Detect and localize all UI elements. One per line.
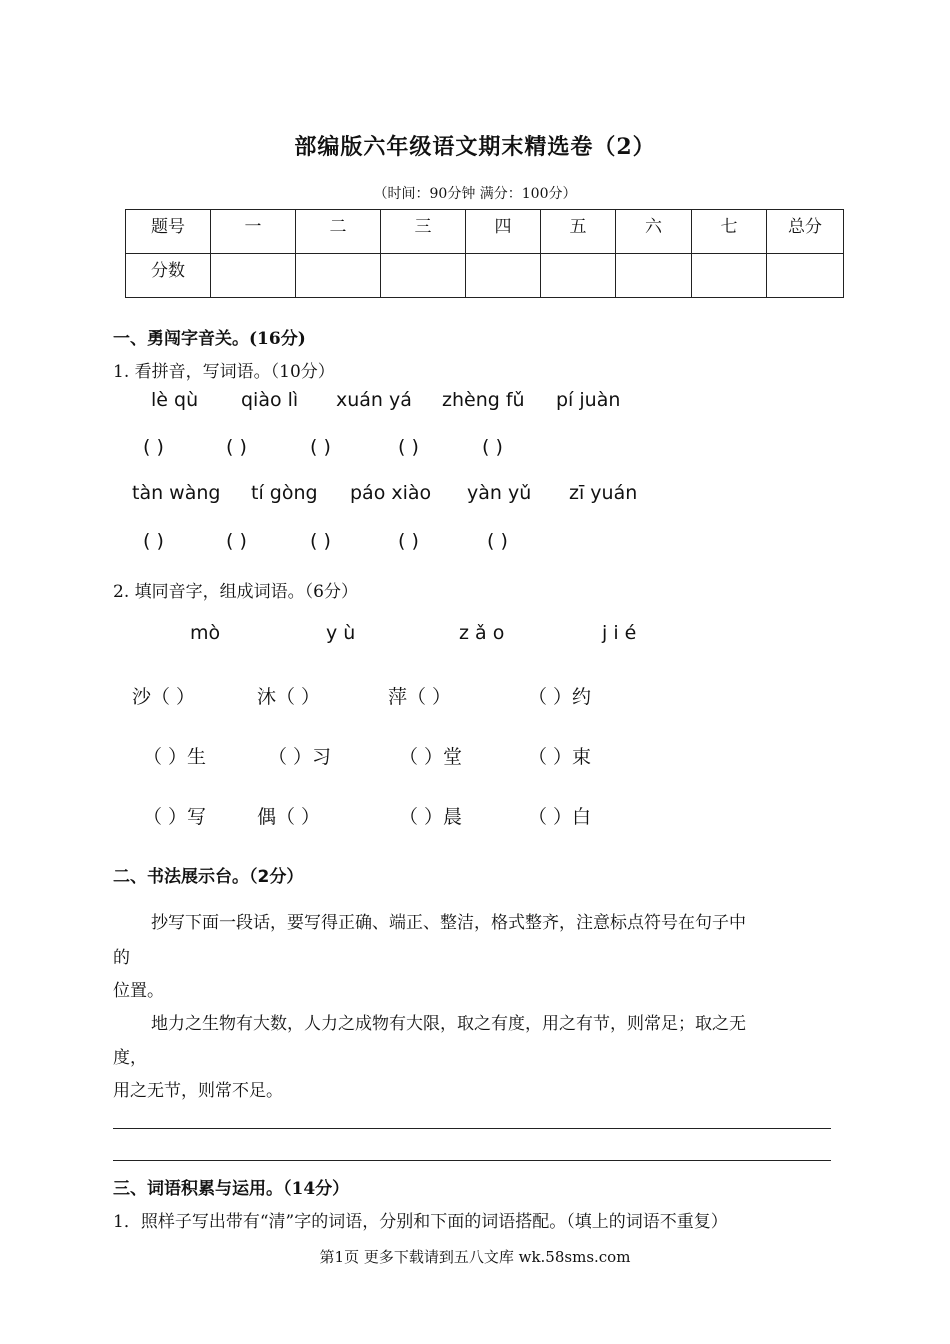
- answer-bracket[interactable]: ( ): [226, 530, 247, 552]
- pinyin-item: tí gòng: [251, 482, 318, 504]
- answer-bracket[interactable]: ( ): [143, 436, 164, 458]
- section2-instruction: 抄写下面一段话，要写得正确、端正、整洁，格式整齐，注意标点符号在句子中: [151, 913, 746, 933]
- section1-q1-label: 1. 看拼音，写词语。（10分）: [113, 362, 335, 382]
- pinyin-item: zhèng fǔ: [442, 389, 525, 411]
- word-blank[interactable]: （ ）束: [528, 746, 592, 768]
- score-cell[interactable]: [296, 254, 381, 298]
- word-blank[interactable]: 偶（ ）: [257, 806, 321, 828]
- score-cell[interactable]: [466, 254, 541, 298]
- pinyin-item: yàn yǔ: [467, 482, 532, 504]
- section2-instruction-end: 位置。: [113, 981, 164, 1001]
- word-blank[interactable]: （ ）堂: [399, 746, 463, 768]
- section2-passage: 地力之生物有大数，人力之成物有大限，取之有度，用之有节，则常足；取之无: [151, 1014, 746, 1034]
- answer-bracket[interactable]: ( ): [482, 436, 503, 458]
- answer-bracket[interactable]: ( ): [226, 436, 247, 458]
- word-blank[interactable]: 沙（ ）: [132, 686, 196, 708]
- exam-info: （时间：90分钟 满分：100分）: [373, 186, 577, 202]
- header-cell: 七: [692, 210, 767, 254]
- pinyin-item: pí juàn: [556, 389, 621, 411]
- word-blank[interactable]: （ ）生: [143, 746, 207, 768]
- answer-bracket[interactable]: ( ): [310, 530, 331, 552]
- answer-bracket[interactable]: ( ): [310, 436, 331, 458]
- section3-heading: 三、词语积累与运用。（14分）: [113, 1179, 350, 1199]
- pinyin-item: z ǎ o: [459, 622, 505, 644]
- header-cell: 一: [211, 210, 296, 254]
- answer-bracket[interactable]: ( ): [398, 436, 419, 458]
- word-blank[interactable]: （ ）习: [268, 746, 332, 768]
- word-blank[interactable]: （ ）写: [143, 806, 207, 828]
- pinyin-item: lè qù: [151, 389, 199, 411]
- word-blank[interactable]: 沐（ ）: [257, 686, 321, 708]
- pinyin-item: y ù: [326, 622, 356, 644]
- section1-q2-label: 2. 填同音字，组成词语。（6分）: [113, 582, 358, 602]
- pinyin-item: zī yuán: [569, 482, 638, 504]
- word-blank[interactable]: （ ）约: [528, 686, 592, 708]
- pinyin-item: j i é: [602, 622, 637, 644]
- word-blank[interactable]: （ ）白: [528, 806, 592, 828]
- page-title: 部编版六年级语文期末精选卷（2）: [294, 134, 656, 160]
- pinyin-item: mò: [190, 622, 221, 644]
- section2-instruction-wrap: 的: [113, 948, 130, 968]
- writing-line[interactable]: [113, 1160, 831, 1161]
- header-cell: 三: [381, 210, 466, 254]
- page-footer: 第1页 更多下载请到五八文库 wk.58sms.com: [319, 1248, 631, 1266]
- header-cell: 六: [616, 210, 692, 254]
- word-blank[interactable]: （ ）晨: [399, 806, 463, 828]
- header-cell: 总分: [767, 210, 844, 254]
- score-cell[interactable]: [211, 254, 296, 298]
- pinyin-item: páo xiào: [350, 482, 432, 504]
- section2-passage-wrap: 度，: [113, 1048, 147, 1068]
- score-table: [125, 209, 844, 298]
- word-blank[interactable]: 萍（ ）: [388, 686, 452, 708]
- answer-bracket[interactable]: ( ): [487, 530, 508, 552]
- row-label-cell: 分数: [126, 254, 211, 298]
- pinyin-item: tàn wàng: [132, 482, 221, 504]
- section1-heading: 一、勇闯字音关。(16分): [113, 329, 306, 349]
- score-table-header-row: [126, 210, 844, 254]
- score-cell[interactable]: [541, 254, 616, 298]
- pinyin-item: xuán yá: [336, 389, 412, 411]
- score-cell[interactable]: [692, 254, 767, 298]
- header-cell: 四: [466, 210, 541, 254]
- score-cell[interactable]: [381, 254, 466, 298]
- section2-heading: 二、书法展示台。（2分）: [113, 867, 304, 887]
- section2-passage-end: 用之无节，则常不足。: [113, 1081, 283, 1101]
- answer-bracket[interactable]: ( ): [143, 530, 164, 552]
- answer-bracket[interactable]: ( ): [398, 530, 419, 552]
- header-cell: 二: [296, 210, 381, 254]
- score-table-score-row: [126, 254, 844, 298]
- score-cell[interactable]: [616, 254, 692, 298]
- writing-line[interactable]: [113, 1128, 831, 1129]
- header-cell: 五: [541, 210, 616, 254]
- header-cell: 题号: [126, 210, 211, 254]
- pinyin-item: qiào lì: [241, 389, 299, 411]
- score-cell[interactable]: [767, 254, 844, 298]
- section3-q1-label: 1．照样子写出带有“清”字的词语，分别和下面的词语搭配。（填上的词语不重复）: [113, 1212, 728, 1232]
